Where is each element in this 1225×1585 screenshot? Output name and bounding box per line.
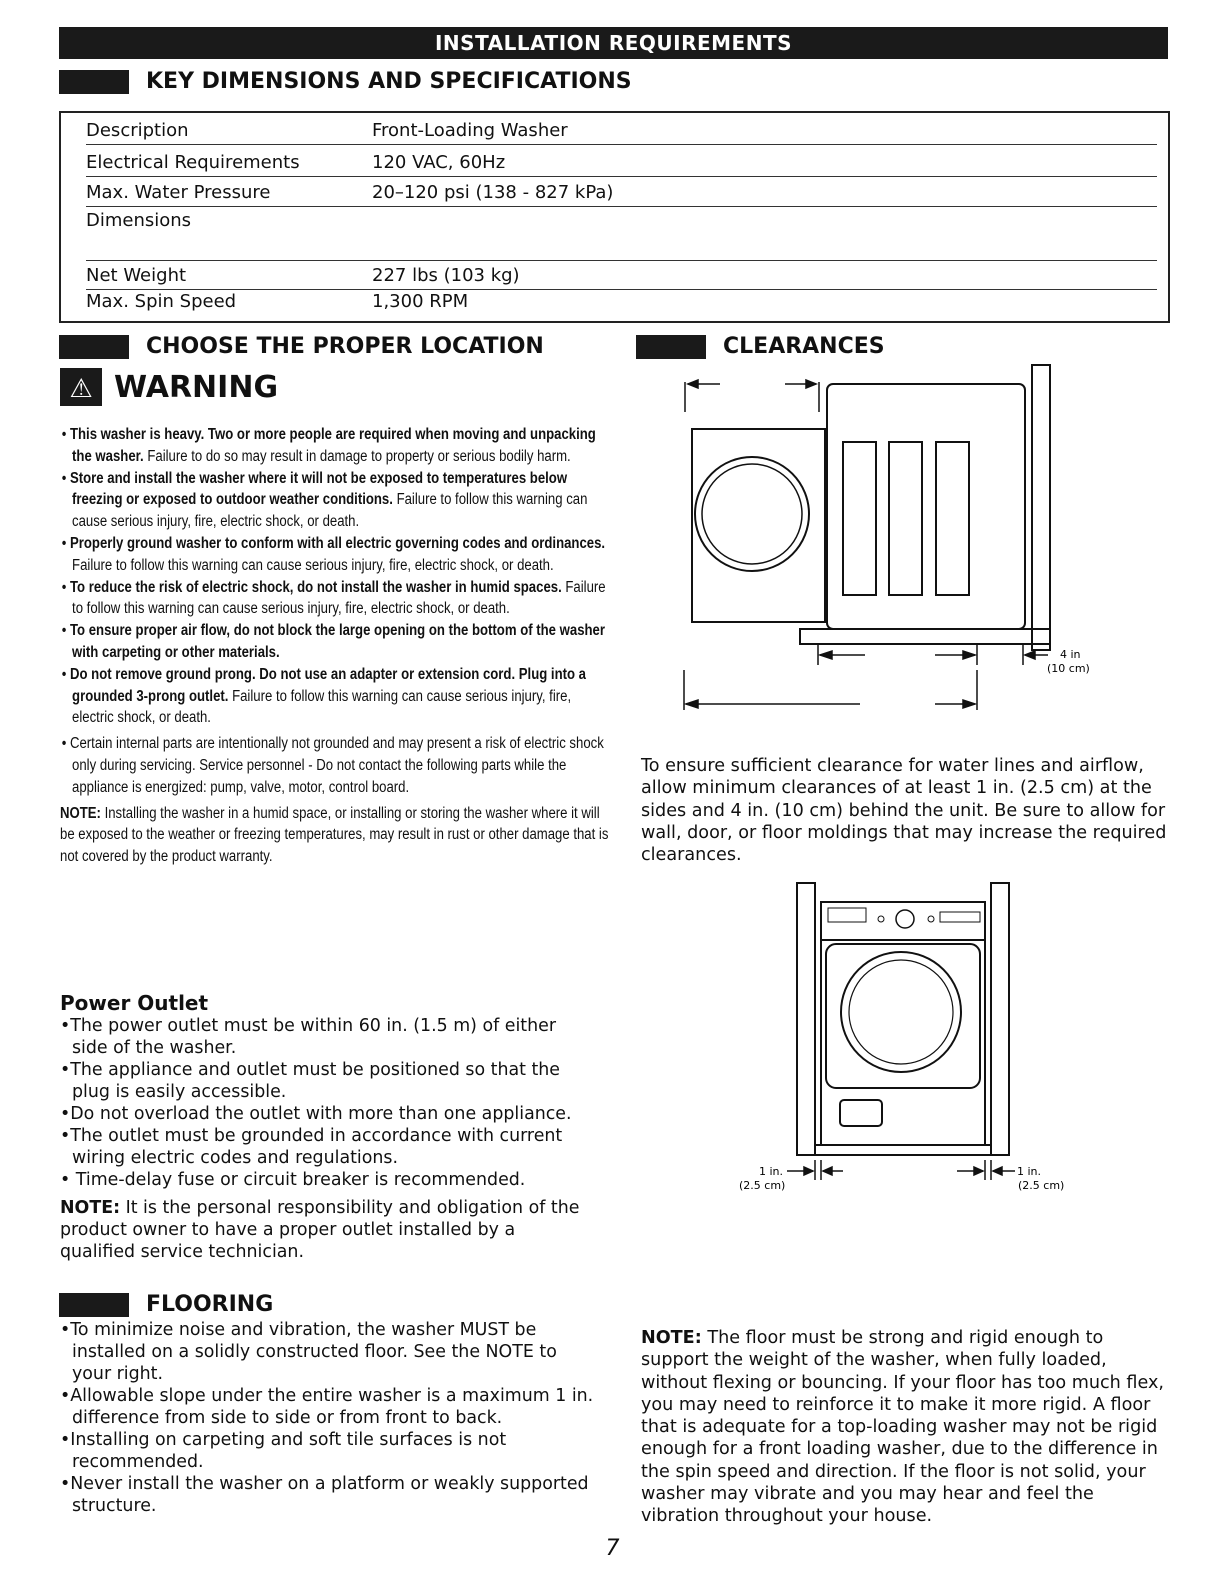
spec-row <box>86 144 1157 177</box>
washer-porthole <box>695 457 809 571</box>
floor-note-text: The floor must be strong and rigid enough to support the weight of the washer, when fully loaded, without flexing or bouncing. If your floor has too much flex, you may need to reinforce it to make it more rigid. A floor that is adequate for a top-loading washer may not be rigid enough for a front loading washer, due to the difference in the spin speed and direction. If the floor is not solid, your washer may vibrate and you may hear and feel the vibration throughout your house. <box>641 1328 1165 1527</box>
section-marker <box>636 335 706 359</box>
warning-item: • This washer is heavy. Two or more people are required when moving and unpacking the washer. Failure to do so may result in damage to property or serious bodily harm. <box>61 426 596 465</box>
floor-note-label: NOTE: <box>641 1328 702 1348</box>
spec-table <box>59 111 1170 323</box>
section-marker <box>59 1293 129 1317</box>
front-right-label-in: 1 in. <box>1017 1165 1042 1178</box>
flooring-item: •To minimize noise and vibration, the washer MUST be installed on a solidly constructed floor. See the NOTE to your right. <box>60 1320 557 1384</box>
warning-note: NOTE: Installing the washer in a humid space, or installing or storing the washer where it will be exposed to the weather or freezing temperatures, may result in rust or other damage that is not covered by the product warranty. <box>60 804 609 866</box>
left-wall <box>797 883 815 1155</box>
flooring-title: FLOORING <box>146 1292 274 1317</box>
front-clearance-diagram <box>735 880 1075 1210</box>
spec-row <box>86 176 1157 207</box>
spec-value: 227 lbs (103 kg) <box>372 265 520 286</box>
power-outlet-item: •Do not overload the outlet with more than one appliance. <box>60 1104 572 1124</box>
warning-heading <box>60 368 278 406</box>
flooring-item: •Installing on carpeting and soft tile surfaces is not recommended. <box>60 1430 507 1472</box>
power-outlet-item: •The power outlet must be within 60 in. (1.5 m) of either side of the washer. <box>60 1016 556 1058</box>
power-outlet-list <box>60 1015 590 1263</box>
washer-cabinet <box>827 384 1025 629</box>
flooring-item: •Never install the washer on a platform or weakly supported structure. <box>60 1474 589 1516</box>
warning-item: • Do not remove ground prong. Do not use an adapter or extension cord. Plug into a grounded 3-prong outlet. Failure to follow this warning can cause serious injury, fire, electric shock, or death. <box>61 665 586 727</box>
filter-cover <box>840 1100 882 1126</box>
clearances-title: CLEARANCES <box>723 334 885 359</box>
power-outlet-item: • Time-delay fuse or circuit breaker is recommended. <box>60 1170 526 1190</box>
flooring-heading <box>59 1290 459 1320</box>
warning-icon: ⚠ <box>60 368 102 406</box>
location-heading <box>59 332 619 362</box>
warning-item: • Store and install the washer where it will not be exposed to temperatures below freezing or exposed to outdoor weather conditions. Failure to follow this warning can cause serious injury, fire, electric shock, or death. <box>61 469 588 531</box>
floor-base <box>815 1145 991 1155</box>
spec-value: 1,300 RPM <box>372 291 469 312</box>
warning-item: • To ensure proper air flow, do not block the large opening on the bottom of the washer with carpeting or other materials. <box>61 622 605 661</box>
panel-slot <box>936 442 969 595</box>
warning-item: • Properly ground washer to conform with all electric governing codes and ordinances. Failure to follow this warning can cause serious injury, fire, electric shock, or death. <box>61 534 606 574</box>
front-left-label-in: 1 in. <box>759 1165 784 1178</box>
power-outlet-note: NOTE: It is the personal responsibility and obligation of the product owner to have a proper outlet installed by a qualified service technician. <box>60 1198 580 1262</box>
spec-value: 120 VAC, 60Hz <box>372 152 506 173</box>
spec-label: Max. Spin Speed <box>86 291 237 312</box>
spec-row <box>86 260 1157 290</box>
porthole <box>841 952 961 1072</box>
spec-label: Electrical Requirements <box>86 152 300 173</box>
side-clearance-diagram <box>680 360 1120 725</box>
location-title: CHOOSE THE PROPER LOCATION <box>146 334 544 359</box>
spec-label: Description <box>86 120 189 141</box>
side-clearance-label-cm: (10 cm) <box>1047 662 1090 675</box>
spec-row <box>86 206 1157 261</box>
spec-row <box>86 289 1157 315</box>
power-outlet-title: Power Outlet <box>60 991 209 1015</box>
specs-title: KEY DIMENSIONS AND SPECIFICATIONS <box>146 69 632 94</box>
right-wall <box>991 883 1009 1155</box>
base <box>800 629 1050 644</box>
panel-slot <box>889 442 922 595</box>
power-outlet-item: •The outlet must be grounded in accordance with current wiring electric codes and regulations. <box>60 1126 563 1168</box>
spec-label: Max. Water Pressure <box>86 182 271 203</box>
panel-slot <box>843 442 876 595</box>
section-marker <box>59 70 129 94</box>
front-right-label-cm: (2.5 cm) <box>1018 1179 1065 1192</box>
wall <box>1032 365 1050 650</box>
section-marker <box>59 335 129 359</box>
flooring-item: •Allowable slope under the entire washer is a maximum 1 in. difference from side to side or from front to back. <box>60 1386 594 1428</box>
page-number: 7 <box>605 1536 620 1561</box>
warning-item: • Certain internal parts are intentionally not grounded and may present a risk of electric shock only during servicing. Service personnel - Do not contact the following parts while the appliance is energized: pump, valve, motor, control board. <box>61 735 604 796</box>
page-header: INSTALLATION REQUIREMENTS <box>59 27 1168 59</box>
warning-item: • To reduce the risk of electric shock, do not install the washer in humid spaces. Failure to follow this warning can cause serious injury, fire, electric shock, or death. <box>61 578 606 618</box>
flooring-list <box>60 1319 595 1517</box>
warning-list <box>60 424 615 868</box>
spec-row <box>86 113 1157 145</box>
clearances-heading <box>636 332 1036 362</box>
power-outlet-item: •The appliance and outlet must be positioned so that the plug is easily accessible. <box>60 1060 561 1102</box>
specs-heading <box>59 67 759 97</box>
spec-value: 20–120 psi (138 - 827 kPa) <box>372 182 614 203</box>
floor-note <box>641 1327 1176 1528</box>
front-left-label-cm: (2.5 cm) <box>739 1179 786 1192</box>
spec-label: Dimensions <box>86 210 192 231</box>
side-clearance-label-in: 4 in <box>1060 648 1081 661</box>
clearances-text: To ensure sufficient clearance for water lines and airflow, allow minimum clearances of at least 1 in. (2.5 cm) at the sides and 4 in. (10 cm) behind the unit. Be sure to allow for wall, door, or floor moldings that may increase the required clearances. <box>641 756 1167 866</box>
spec-label: Net Weight <box>86 265 187 286</box>
spec-value: Front-Loading Washer <box>372 120 568 141</box>
dial-knob <box>896 910 914 928</box>
warning-title: WARNING <box>114 369 279 405</box>
